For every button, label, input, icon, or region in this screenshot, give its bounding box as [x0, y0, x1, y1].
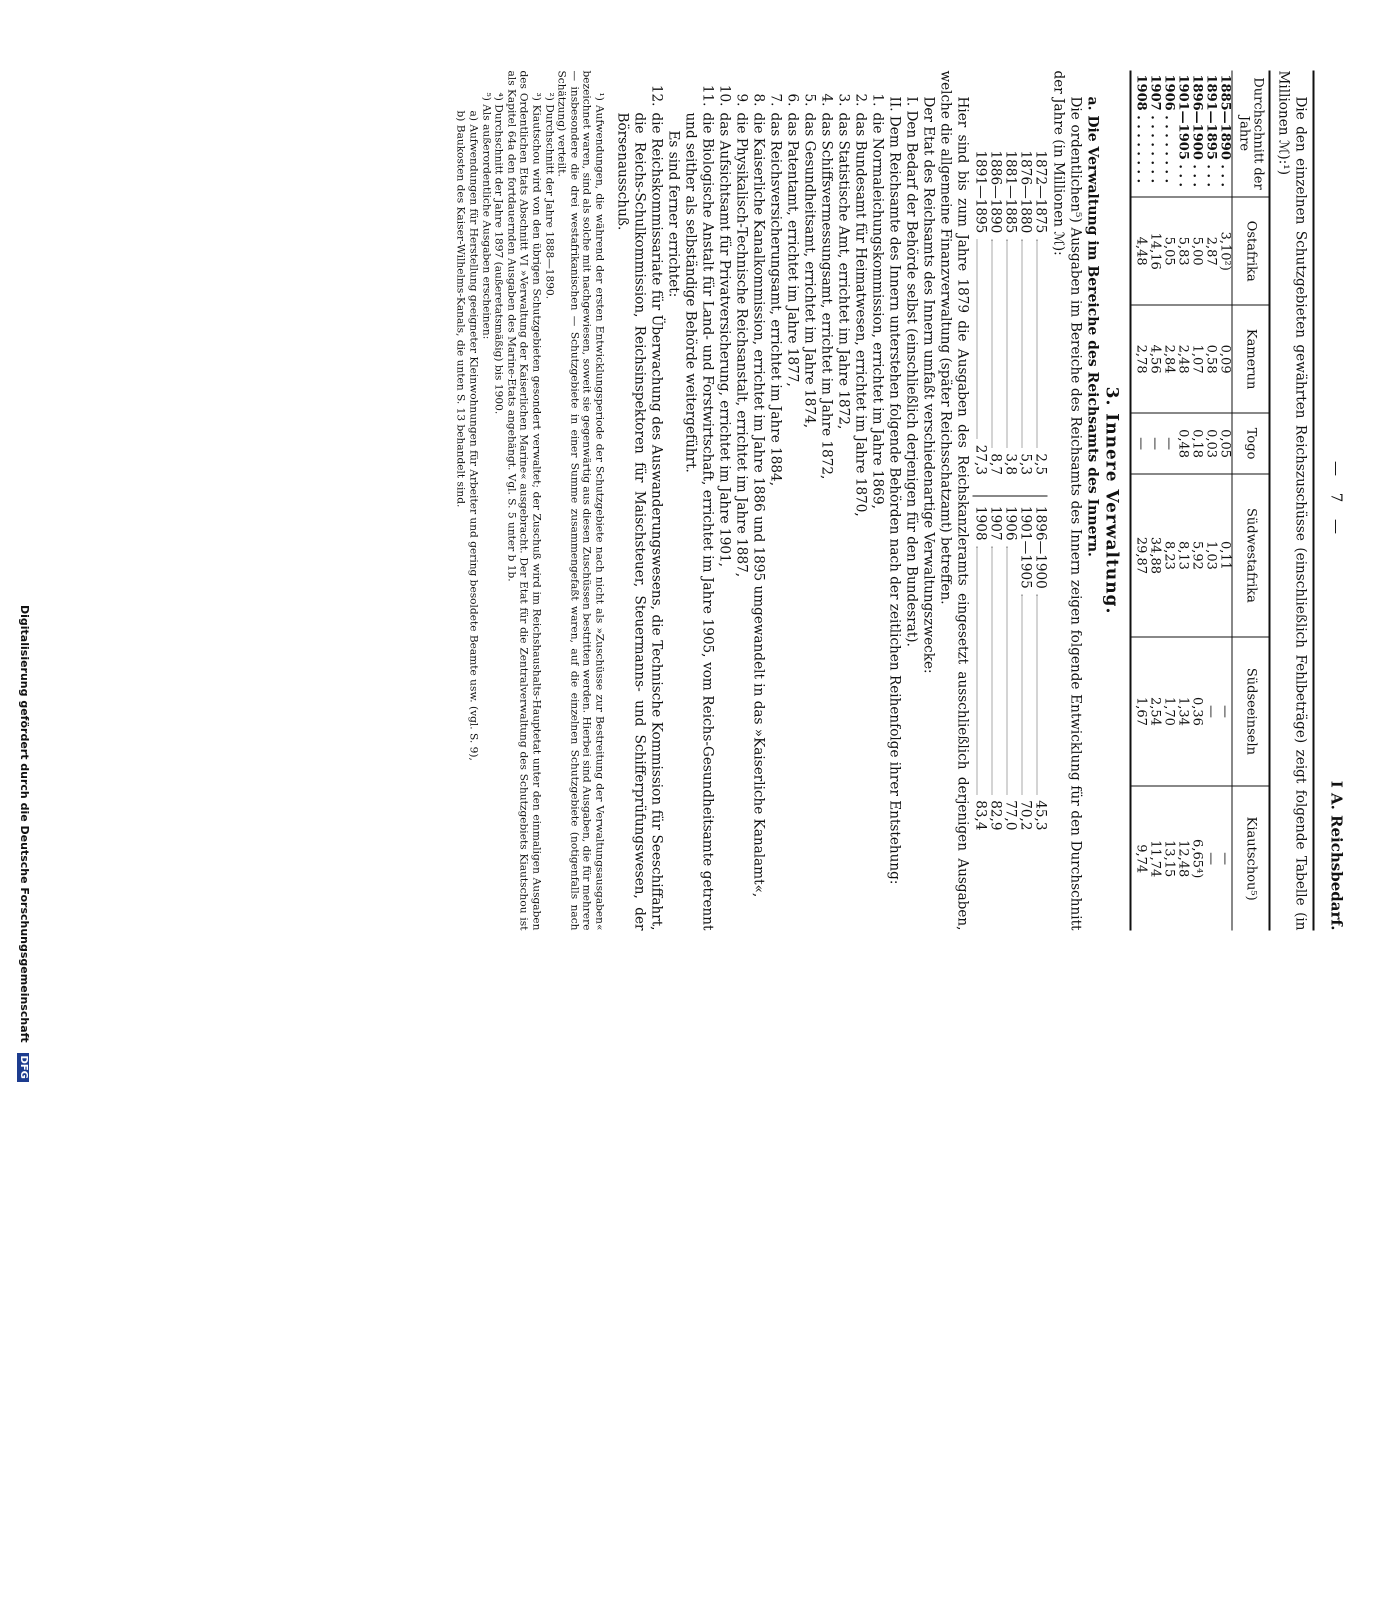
- table-body: [1131, 71, 1233, 931]
- averages-row: [1003, 506, 1018, 831]
- averages-row: [988, 506, 1003, 831]
- running-head: I A. Reichsbedarf.: [1327, 780, 1346, 931]
- list-number: 8.: [750, 93, 767, 107]
- table-cell: 0,09: [1218, 305, 1233, 412]
- averages-row: [1018, 151, 1033, 476]
- table-cell: 2,48: [1176, 305, 1190, 412]
- list-number: 10.: [716, 84, 733, 107]
- averages-period: 1906: [1002, 506, 1019, 541]
- list-number: 1.: [869, 93, 886, 107]
- footnote-sub: b) Baukosten des Kaiser-Wilhelms-Kanals, die unten S. 13 behandelt sind.: [454, 110, 467, 508]
- table-header-row: [1232, 71, 1270, 931]
- col-header: Südseeinseln: [1232, 637, 1270, 787]
- averages-table: [973, 151, 1048, 851]
- averages-period: 1886—1890: [987, 150, 1004, 234]
- row-period-cell: 1901—1905 . . .: [1175, 74, 1191, 188]
- table-cell: 1,34: [1176, 637, 1190, 787]
- footnote: ³) Kiautschou wird von den übrigen Schutzgebieten gesondert verwaltet; der Zuschuß wird im Reichshaushalts-Hauptetat unter den einmaligen Ausgaben des Ordentlichen Etats Abschnitt VI »Verwaltung der Kaiserlichen Marine« ausgebracht. Der Etat für die Zentralverwaltung des Schutzgebiets Kiautschou ist als Kapitel 64a den fortdauernden Ausgaben des Marine-Etats angehängt. Vgl. S. 5 unter b 1b.: [505, 70, 543, 931]
- dot-leader: [977, 547, 988, 795]
- row-period-cell: 1891—1895 . . .: [1203, 74, 1219, 188]
- list-number: 11.: [699, 84, 716, 107]
- table-row: [1176, 71, 1190, 931]
- averages-row: [1003, 151, 1018, 476]
- averages-right-column: [973, 495, 1048, 851]
- table-cell: 2,87: [1204, 197, 1218, 305]
- row-period-cell: 1907 . . . . . . . .: [1147, 74, 1163, 184]
- scanned-page: [0, 1, 1383, 1001]
- averages-value: 77,0: [1002, 800, 1019, 831]
- averages-period: 1876—1880: [1017, 150, 1034, 234]
- page-header: [1321, 71, 1347, 931]
- averages-value: 70,2: [1017, 800, 1034, 831]
- list-number: 12.: [648, 84, 665, 107]
- table-cell: 3,10²): [1218, 197, 1233, 305]
- paragraph: Hier sind bis zum Jahre 1879 die Ausgaben des Reichskanzleramts eingesetzt ausschließlich derjenigen Ausgaben, welche die allgemeine Finanzverwaltung (später Reichsschatzamt) betreffen.: [937, 70, 971, 931]
- table-cell: 2,78: [1131, 305, 1148, 412]
- table-row: [1162, 71, 1176, 931]
- table-cell: —: [1218, 786, 1233, 930]
- table-cell: 4,56: [1148, 305, 1162, 412]
- averages-period: 1891—1895: [972, 150, 989, 234]
- table-cell: 0,58: [1204, 305, 1218, 412]
- table-cell: 2,54: [1148, 637, 1162, 787]
- table-row: [1190, 71, 1204, 931]
- list-text: das Reichsversicherungsamt, errichtet im Jahre 1884,: [767, 112, 784, 487]
- table-cell: —: [1204, 786, 1218, 930]
- averages-value: 3,8: [1002, 453, 1019, 475]
- table-cell: —: [1204, 637, 1218, 787]
- row-period-cell: 1906 . . . . . . . .: [1161, 74, 1177, 184]
- averages-period: 1901—1905: [1017, 506, 1034, 589]
- list-text: das Gesundheitsamt, errichtet im Jahre 1874,: [801, 112, 818, 429]
- list-item: [818, 71, 835, 931]
- list-item: [784, 71, 801, 931]
- averages-value: 2,5: [1032, 453, 1049, 475]
- list-number: 2.: [852, 93, 869, 107]
- dot-leader: [992, 547, 1003, 795]
- averages-value: 83,4: [972, 800, 989, 831]
- list-item: [852, 71, 869, 931]
- subsection-title: a. Die Verwaltung im Bereiche des Reichsamts des Innern.: [1084, 96, 1101, 557]
- table-cell: 0,11: [1218, 474, 1233, 636]
- paragraph: I. Den Bedarf der Behörde selbst (einschließlich derjenigen für den Bundesrat).: [903, 96, 920, 647]
- averages-left-column: [973, 151, 1048, 496]
- row-period-cell: 1885—1890 . . .: [1217, 74, 1233, 188]
- table-cell: 12,48: [1176, 786, 1190, 930]
- table-cell: 0,36: [1190, 637, 1204, 787]
- list-number: 9.: [733, 93, 750, 107]
- col-header: Kiautschou⁵): [1232, 786, 1270, 930]
- list-number: 3.: [835, 93, 852, 107]
- averages-row: [1033, 151, 1048, 476]
- averages-period: 1896—1900: [1032, 506, 1049, 589]
- table-cell: 0,48: [1176, 413, 1190, 475]
- averages-row: [1033, 506, 1048, 831]
- dot-leader: [977, 239, 988, 438]
- footnote: ¹) Aufwendungen, die während der ersten Entwicklungsperiode der Schutzgebiete nach nicht als »Zuschüsse zur Bestreitung der Verwaltungsausgaben« bezeichnet waren, sind als solche mit nachgewiesen, soweit sie gegenwärtig aus diesen Zuschüssen bestritten werden. Hierbei sind Ausgaben, die für mehrere — insbesondere die drei westafrikanischen — Schutzgebiete in einer Summe zusammengefaßt waren, auf die einzelnen Schutzgebiete (notigenfalls nach Schätzung) verteilt.: [555, 70, 606, 931]
- footnote: ⁴) Durchschnitt der Jahre 1897 (außeretatsmäßig) bis 1900.: [492, 92, 505, 415]
- list-text: die Physikalisch-Technische Reichsanstalt, errichtet im Jahre 1887,: [733, 112, 750, 578]
- table-cell: 8,13: [1176, 474, 1190, 636]
- dot-leader: [992, 239, 1003, 447]
- paragraph: Die ordentlichen⁵) Ausgaben im Bereiche des Reichsamts des Innern zeigen folgende Entwicklung für den Durchschnitt der Jahre (in Millionen ℳ):: [1050, 70, 1084, 931]
- paragraph: Der Etat des Reichsamts des Innern umfaßt verschiedenartige Verwaltungszwecke:: [920, 96, 937, 674]
- list-text: die Normaleichungskommission, errichtet im Jahre 1869,: [869, 112, 886, 509]
- list-text: die Reichskommissariate für Überwachung des Auswanderungswesens, die Technische Kommission für Seeschiffahrt, die Reichs-Schulkommission, Reichsinspektoren für Maischsteuer, Steuermanns- und Schifferprüfungswesen, der Börsenausschuß.: [614, 112, 665, 931]
- averages-value: 27,3: [972, 444, 989, 475]
- table-cell: 5,83: [1176, 197, 1190, 305]
- table-cell: 8,23: [1162, 474, 1176, 636]
- table-cell: 5,05: [1162, 197, 1176, 305]
- table-cell: 1,07: [1190, 305, 1204, 412]
- credit-text: Digitalisierung gefördert durch die Deutsche Forschungsgemeinschaft: [18, 605, 31, 1043]
- authority-list: [682, 71, 886, 931]
- table-cell: 1,70: [1162, 637, 1176, 787]
- table-cell: 0,03: [1204, 413, 1218, 475]
- intro-paragraph: Die den einzelnen Schutzgebieten gewährten Reichszuschüsse (einschließlich Fehlbeträge) zeigt folgende Tabelle (in Millionen ℳ):¹): [1275, 70, 1309, 931]
- paragraph: II. Dem Reichsamte des Innern unterstehen folgende Behörden nach der zeitlichen Reihenfolge ihrer Entstehung:: [886, 96, 903, 885]
- averages-row: [973, 151, 988, 476]
- table-cell: 13,15: [1162, 786, 1176, 930]
- table-cell: 0,18: [1190, 413, 1204, 475]
- table-cell: —: [1131, 413, 1148, 475]
- table-cell: —: [1148, 413, 1162, 475]
- table-cell: 0,05: [1218, 413, 1233, 475]
- list-item: [682, 71, 716, 931]
- table-cell: 29,87: [1131, 474, 1148, 636]
- footnote: ⁵) Als außerordentliche Ausgaben erscheinen:: [480, 92, 493, 340]
- table-cell: 5,92: [1190, 474, 1204, 636]
- authority-list-continued: [614, 71, 665, 931]
- footnote-sub: a) Aufwendungen für Herstellung geeigneter Kleinwohnungen für Arbeiter und gering besoldete Beamte usw. (vgl. S. 9),: [467, 110, 480, 761]
- averages-value: 82,9: [987, 800, 1004, 831]
- dot-leader: [1007, 547, 1018, 795]
- list-item: [869, 71, 886, 931]
- list-text: die Kaiserliche Kanalkommission, errichtet im Jahre 1886 und 1895 umgewandelt in das »Kaiserliche Kanalamt«,: [750, 112, 767, 898]
- averages-value: 45,3: [1032, 800, 1049, 831]
- list-text: das Schiffsvermessungsamt, errichtet im Jahre 1872,: [818, 112, 835, 480]
- list-text: das Statistische Amt, errichtet im Jahre 1872,: [835, 112, 852, 430]
- dfg-logo: DFG: [17, 1053, 29, 1082]
- row-period-cell: 1908 . . . . . . . .: [1131, 71, 1148, 198]
- list-item: [716, 71, 733, 931]
- table-cell: 5,00: [1190, 197, 1204, 305]
- table-cell: 11,74: [1148, 786, 1162, 930]
- list-item: [733, 71, 750, 931]
- averages-row: [1018, 506, 1033, 831]
- list-item: [750, 71, 767, 931]
- subsidy-table: [1130, 71, 1271, 931]
- paragraph: Es sind ferner errichtet:: [665, 130, 682, 298]
- table-cell: 14,16: [1148, 197, 1162, 305]
- table-cell: —: [1218, 637, 1233, 787]
- dot-leader: [1037, 239, 1048, 447]
- table-cell: 1,67: [1131, 637, 1148, 787]
- col-header: Südwestafrika: [1232, 474, 1270, 636]
- averages-period: 1881—1885: [1002, 150, 1019, 234]
- list-item: [801, 71, 818, 931]
- col-header: Togo: [1232, 413, 1270, 475]
- table-cell: 4,48: [1131, 197, 1148, 305]
- col-header: Ostafrika: [1232, 197, 1270, 305]
- col-header: Kamerun: [1232, 305, 1270, 412]
- table-row: [1218, 71, 1233, 931]
- list-item: [767, 71, 784, 931]
- averages-row: [988, 151, 1003, 476]
- table-cell: 9,74: [1131, 786, 1148, 930]
- list-text: die Biologische Anstalt für Land- und Forstwirtschaft, errichtet im Jahre 1905, vom Reichs-Gesundheitsamte getrennt und seither als selbständige Behörde weitergeführt.: [682, 112, 716, 931]
- averages-period: 1908: [972, 506, 989, 541]
- dot-leader: [1007, 239, 1018, 447]
- col-header: Durchschnitt der Jahre: [1232, 71, 1270, 198]
- dot-leader: [1037, 595, 1048, 794]
- row-period-cell: 1896—1900 . . .: [1189, 74, 1205, 188]
- table-row: [1131, 71, 1148, 931]
- dot-leader: [1022, 239, 1033, 447]
- list-number: 5.: [801, 93, 818, 107]
- list-item: [835, 71, 852, 931]
- table-cell: 34,88: [1148, 474, 1162, 636]
- footnote: ²) Durchschnitt der Jahre 1888—1890.: [543, 92, 556, 300]
- header-rule: [1313, 71, 1315, 931]
- averages-value: 5,3: [1017, 453, 1034, 475]
- footnotes: [454, 71, 605, 931]
- list-number: 4.: [818, 93, 835, 107]
- table-cell: 6,65⁴): [1190, 786, 1204, 930]
- list-text: das Bundesamt für Heimatwesen, errichtet im Jahre 1870,: [852, 112, 869, 517]
- table-cell: 1,03: [1204, 474, 1218, 636]
- section-title: 3. Innere Verwaltung.: [1101, 386, 1122, 615]
- list-item: [614, 71, 665, 931]
- table-row: [1148, 71, 1162, 931]
- list-number: 7.: [767, 93, 784, 107]
- list-text: das Aufsichtsamt für Privatversicherung, errichtet im Jahre 1901,: [716, 112, 733, 567]
- averages-value: 8,7: [987, 453, 1004, 475]
- averages-period: 1907: [987, 506, 1004, 541]
- table-cell: 2,84: [1162, 305, 1176, 412]
- dot-leader: [1022, 595, 1033, 794]
- list-number: 6.: [784, 93, 801, 107]
- digitization-credit: [0, 605, 30, 1605]
- table-row: [1204, 71, 1218, 931]
- list-text: das Patentamt, errichtet im Jahre 1877,: [784, 112, 801, 387]
- averages-period: 1872—1875: [1032, 150, 1049, 234]
- table-cell: —: [1162, 413, 1176, 475]
- page-number: — 7 —: [1327, 460, 1346, 541]
- averages-row: [973, 506, 988, 831]
